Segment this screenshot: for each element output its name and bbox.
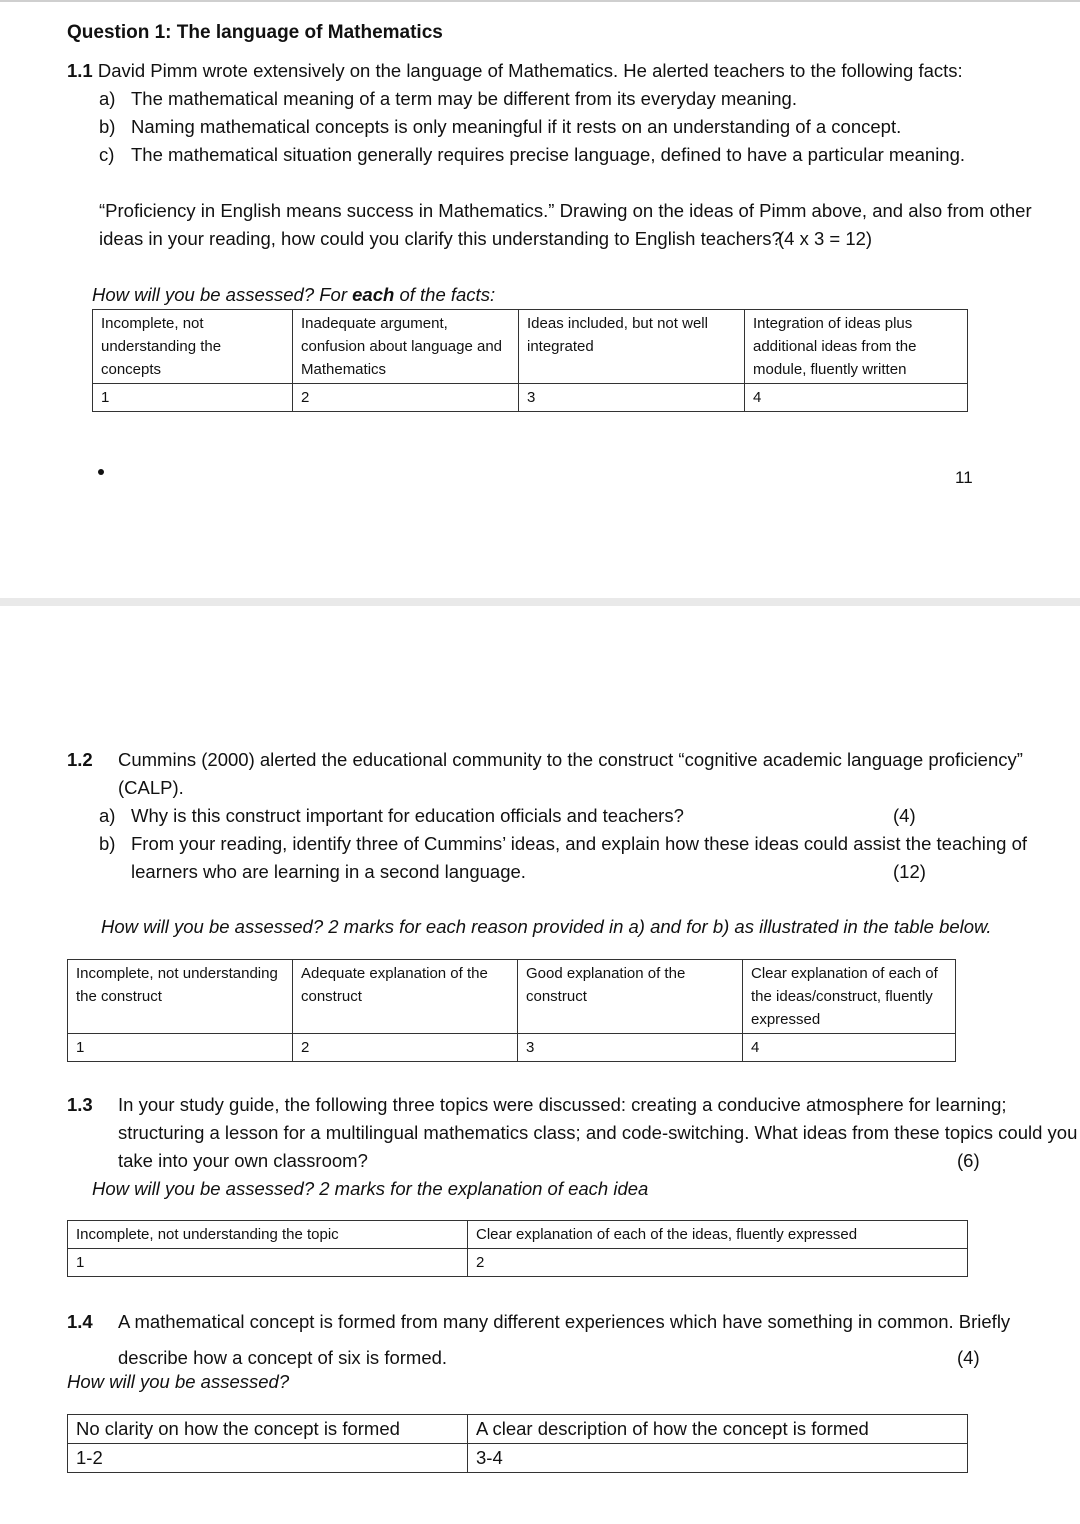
fact-c-text: The mathematical situation generally requires precise language, defined to have a particular meaning. — [131, 144, 966, 165]
q1-3-line1: In your study guide, the following three topics were discussed: creating a conducive atmosphere for learning; — [118, 1094, 1007, 1115]
q1-2-line2: (CALP). — [118, 777, 184, 798]
q1-2-a-letter: a) — [99, 805, 116, 826]
rubric-criterion — [519, 310, 745, 384]
assess-note-post: of the facts: — [394, 284, 496, 305]
q1-3-marks: (6) — [957, 1150, 980, 1171]
bullet-point — [98, 469, 104, 475]
q1-3-rubric-table — [67, 1220, 968, 1277]
criterion-line: construct — [301, 988, 362, 1005]
q1-2-b-text2: learners who are learning in a second language. — [131, 861, 526, 882]
criterion-line: Mathematics — [301, 361, 387, 378]
fact-a-text: The mathematical meaning of a term may be different from its everyday meaning. — [131, 88, 797, 109]
criterion-line: Clear explanation of each of — [751, 965, 938, 982]
q1-4-marks: (4) — [957, 1347, 980, 1368]
rubric-criterion: No clarity on how the concept is formed — [68, 1415, 468, 1444]
q1-2-a-marks: (4) — [893, 805, 916, 826]
rubric-criterion: Clear explanation of each of the ideas, fluently expressed — [468, 1221, 968, 1249]
top-border — [0, 0, 1080, 2]
criterion-line: module, fluently written — [753, 361, 907, 378]
rubric-score: 3-4 — [468, 1444, 968, 1473]
q1-1-intro-text: David Pimm wrote extensively on the language of Mathematics. He alerted teachers to the following facts: — [97, 60, 963, 81]
criterion-line: confusion about language and — [301, 338, 503, 355]
q1-1-intro — [67, 60, 963, 82]
criterion-line: the construct — [76, 988, 162, 1005]
rubric-score: 3 — [518, 1034, 743, 1062]
rubric-criterion — [743, 960, 956, 1034]
rubric-score: 1-2 — [68, 1444, 468, 1473]
q1-2-b-text1: From your reading, identify three of Cummins’ ideas, and explain how these ideas could assist the teaching of — [131, 833, 1028, 854]
criterion-line: integrated — [527, 338, 594, 355]
assess-note-pre: How will you be assessed? For — [92, 284, 353, 305]
fact-c-letter: c) — [99, 144, 115, 165]
criterion-line: Ideas included, but not well — [527, 315, 708, 332]
rubric-score: 4 — [745, 384, 968, 412]
rubric-score: 4 — [743, 1034, 956, 1062]
criterion-line: Inadequate argument, — [301, 315, 448, 332]
q1-3-number: 1.3 — [67, 1094, 93, 1115]
q1-4-rubric-table — [67, 1414, 968, 1473]
rubric-score: 1 — [68, 1034, 293, 1062]
q1-4-line1: A mathematical concept is formed from many different experiences which have something in common. Briefly — [118, 1311, 1011, 1332]
criterion-line: Integration of ideas plus — [753, 315, 913, 332]
fact-b-letter: b) — [99, 116, 116, 137]
criterion-line: Good explanation of the — [526, 965, 686, 982]
rubric-criterion — [93, 310, 293, 384]
q1-2-b-marks: (12) — [893, 861, 926, 882]
q1-1-assessment-note — [92, 284, 495, 306]
rubric-score: 2 — [293, 384, 519, 412]
criterion-line: additional ideas from the — [753, 338, 917, 355]
rubric-criterion — [293, 960, 518, 1034]
rubric-criterion — [745, 310, 968, 384]
assess-note-bold: each — [352, 284, 395, 305]
q1-4-assessment-note: How will you be assessed? — [67, 1371, 290, 1392]
question-title: Question 1: The language of Mathematics — [67, 22, 443, 43]
criterion-line: Incomplete, not — [101, 315, 204, 332]
q1-4-line2: describe how a concept of six is formed. — [118, 1347, 448, 1368]
criterion-line: Incomplete, not understanding — [76, 965, 278, 982]
q1-2-a-text: Why is this construct important for education officials and teachers? — [131, 805, 684, 826]
page-number: 11 — [955, 468, 973, 487]
q1-2-line1: Cummins (2000) alerted the educational community to the construct “cognitive academic language proficiency” — [118, 749, 1023, 770]
q1-2-assessment-note: How will you be assessed? 2 marks for each reason provided in a) and for b) as illustrated in the table below. — [101, 916, 992, 937]
q1-1-number: 1.1 — [67, 60, 93, 81]
criterion-line: understanding the concepts — [101, 338, 222, 378]
rubric-score: 2 — [468, 1249, 968, 1277]
q1-3-line3: take into your own classroom? — [118, 1150, 368, 1171]
page-divider — [0, 598, 1080, 606]
fact-b-text: Naming mathematical concepts is only meaningful if it rests on an understanding of a concept. — [131, 116, 902, 137]
q1-1-question-line2: ideas in your reading, how could you clarify this understanding to English teachers? — [99, 228, 782, 249]
rubric-score: 2 — [293, 1034, 518, 1062]
q1-1-marks: (4 x 3 = 12) — [778, 228, 873, 249]
criterion-line: Adequate explanation of the — [301, 965, 488, 982]
rubric-score: 3 — [519, 384, 745, 412]
criterion-line: construct — [526, 988, 587, 1005]
q1-4-number: 1.4 — [67, 1311, 93, 1332]
fact-a-letter: a) — [99, 88, 116, 109]
rubric-score: 1 — [68, 1249, 468, 1277]
rubric-criterion — [68, 960, 293, 1034]
rubric-criterion — [518, 960, 743, 1034]
q1-3-line2: structuring a lesson for a multilingual mathematics class; and code-switching. What ideas from these topics could you — [118, 1122, 1078, 1143]
rubric-criterion: A clear description of how the concept is formed — [468, 1415, 968, 1444]
rubric-criterion: Incomplete, not understanding the topic — [68, 1221, 468, 1249]
q1-2-rubric-table — [67, 959, 956, 1062]
rubric-criterion — [293, 310, 519, 384]
q1-2-b-letter: b) — [99, 833, 116, 854]
criterion-line: expressed — [751, 1011, 821, 1028]
q1-1-question-line1: “Proficiency in English means success in Mathematics.” Drawing on the ideas of Pimm above, and also from other — [99, 200, 1032, 221]
q1-3-assessment-note: How will you be assessed? 2 marks for the explanation of each idea — [92, 1178, 649, 1199]
criterion-line: the ideas/construct, fluently — [751, 988, 933, 1005]
q1-1-rubric-table — [92, 309, 968, 412]
rubric-score: 1 — [93, 384, 293, 412]
q1-2-number: 1.2 — [67, 749, 93, 770]
